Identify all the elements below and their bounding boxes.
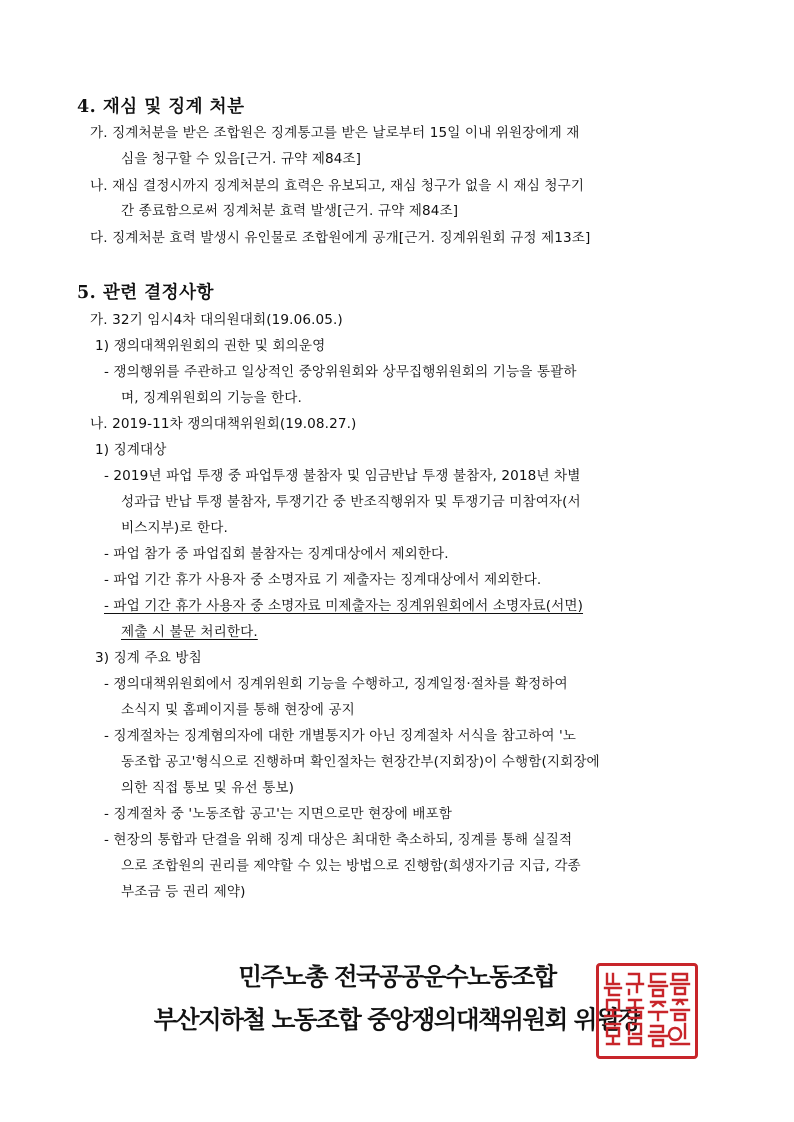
seal-glyphs-icon [599, 966, 695, 1056]
paragraph-line: 소식지 및 홈페이지를 통해 현장에 공지 [121, 702, 355, 718]
footer-signatory: 부산지하철 노동조합 중앙쟁의대책위원회 위원장 [153, 1005, 641, 1034]
paragraph-line: 3) 징계 주요 방침 [95, 650, 202, 666]
footer-union-name: 민주노총 전국공공운수노동조합 [238, 962, 556, 991]
paragraph-line: - 쟁의행위를 주관하고 일상적인 중앙위원회와 상무집행위원회의 기능을 통괄하 [104, 364, 577, 380]
paragraph-line: 제출 시 불문 처리한다. [121, 624, 258, 640]
paragraph-line: 의한 직접 통보 및 유선 통보) [121, 780, 295, 796]
paragraph-line: - 징계절차 중 '노동조합 공고'는 지면으로만 현장에 배포함 [104, 806, 452, 822]
paragraph-line: 1) 쟁의대책위원회의 권한 및 회의운영 [95, 338, 326, 354]
official-seal-stamp-icon [596, 963, 698, 1059]
paragraph-line: 성과급 반납 투쟁 불참자, 투쟁기간 중 반조직행위자 및 투쟁기금 미참여자(서 [121, 494, 581, 510]
paragraph-line: 비스지부)로 한다. [121, 520, 228, 536]
paragraph-line: 심을 청구할 수 있음[근거. 규약 제84조] [121, 151, 362, 167]
paragraph-line: - 쟁의대책위원회에서 징계위원회 기능을 수행하고, 징계일정·절차를 확정하여 [104, 676, 568, 692]
paragraph-line: 나. 2019-11차 쟁의대책위원회(19.08.27.) [90, 416, 357, 432]
paragraph-line: - 파업 기간 휴가 사용자 중 소명자료 기 제출자는 징계대상에서 제외한다. [104, 572, 542, 588]
paragraph-line: 가. 징계처분을 받은 조합원은 징계통고를 받은 날로부터 15일 이내 위원장에게 재 [90, 125, 580, 141]
paragraph-line: 부조금 등 권리 제약) [121, 884, 246, 900]
paragraph-line: 으로 조합원의 권리를 제약할 수 있는 방법으로 진행함(희생자기금 지급, 각종 [121, 858, 581, 874]
paragraph-line: - 2019년 파업 투쟁 중 파업투쟁 불참자 및 임금반납 투쟁 불참자, 2018년 차별 [104, 468, 581, 484]
paragraph-line: - 징계절차는 징계혐의자에 대한 개별통지가 아닌 징계절차 서식을 참고하여 '노 [104, 728, 577, 744]
paragraph-line: - 파업 참가 중 파업집회 불참자는 징계대상에서 제외한다. [104, 546, 449, 562]
paragraph-line: 동조합 공고'형식으로 진행하며 확인절차는 현장간부(지회장)이 수행함(지회장에 [121, 754, 600, 770]
paragraph-line: 1) 징계대상 [95, 442, 167, 458]
paragraph-line: 간 종료함으로써 징계처분 효력 발생[근거. 규약 제84조] [121, 203, 459, 219]
paragraph-line: - 현장의 통합과 단결을 위해 징계 대상은 최대한 축소하되, 징계를 통해 실질적 [104, 832, 573, 848]
paragraph-line: 다. 징계처분 효력 발생시 유인물로 조합원에게 공개[근거. 징계위원회 규정 제13조] [90, 230, 591, 246]
section-5-heading: 5. 관련 결정사항 [77, 283, 214, 303]
paragraph-line: 가. 32기 임시4차 대의원대회(19.06.05.) [90, 312, 343, 328]
paragraph-line: 며, 징계위원회의 기능을 한다. [121, 390, 302, 406]
section-4-heading: 4. 재심 및 징계 처분 [77, 97, 245, 117]
paragraph-line: 나. 재심 결정시까지 징계처분의 효력은 유보되고, 재심 청구가 없을 시 재심 청구기 [90, 178, 585, 194]
paragraph-line: - 파업 기간 휴가 사용자 중 소명자료 미제출자는 징계위원회에서 소명자료(서면) [104, 598, 584, 614]
